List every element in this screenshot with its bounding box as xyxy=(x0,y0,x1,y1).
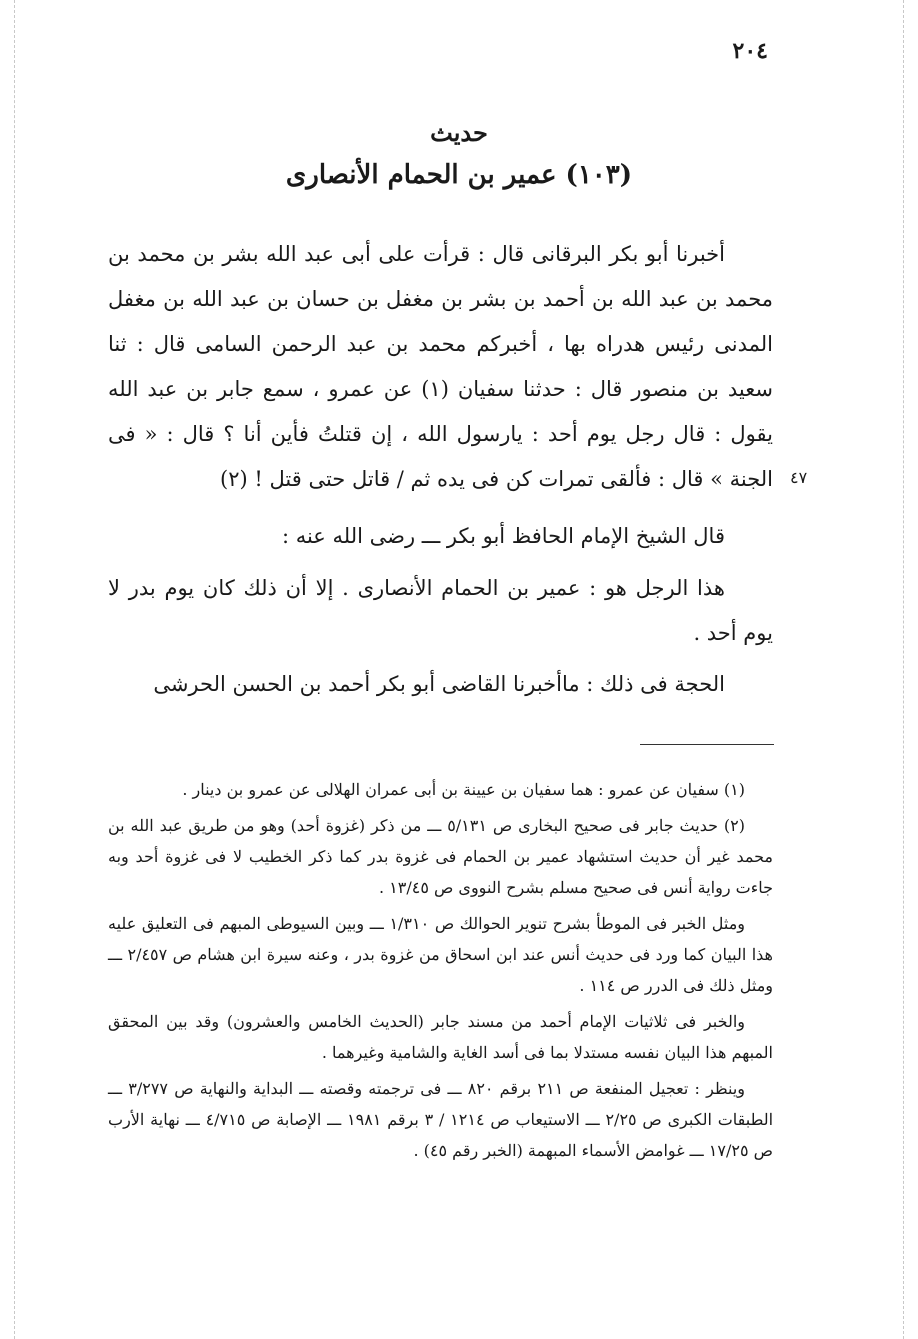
footnote-separator xyxy=(640,744,774,745)
footnote-2: (٢) حديث جابر فى صحيح البخارى ص ٥/١٣١ ـــ من ذكر (غزوة أحد) وهو من طريق عبد الله بن محمد غير أن حديث استشهاد عمير بن الحمام فى غزوة بدر كما ذكر الخطيب لا فى غزوة أحد وبه جاءت رواية أنس فى صحيح مسلم بشرح النووى ص ١٣/٤٥ . xyxy=(108,816,773,897)
paragraph-shaykh-statement: قال الشيخ الإمام الحافظ أبو بكر ـــ رضى الله عنه : xyxy=(281,524,725,548)
paragraph-identification: هذا الرجل هو : عمير بن الحمام الأنصارى . إلا أن ذلك كان يوم بدر لا يوم أحد . xyxy=(108,576,773,645)
scan-fold-line-right xyxy=(903,0,904,1339)
main-text-paragraph-4 xyxy=(108,662,773,707)
margin-folio-number: ٤٧ xyxy=(790,468,808,487)
page-number: ٢٠٤ xyxy=(732,38,768,64)
main-text-paragraph-1 xyxy=(108,232,773,502)
footnote-2-continued-references: وينظر : تعجيل المنفعة ص ٢١١ برقم ٨٢٠ ـــ فى ترجمته وقصته ـــ البداية والنهاية ص ٣/٢٧٧ ـــ الطبقات الكبرى ص ٢/٢٥ ـــ الاستيعاب ص ١٢١٤ / ٣ برقم ١٩٨١ ـــ الإصابة ص ٤/٧١٥ ـــ نهاية الأرب ص ١٧/٢٥ ـــ غوامض الأسماء المبهمة (الخبر رقم ٤٥) . xyxy=(108,1079,774,1160)
hadith-title: (١٠٣) عمير بن الحمام الأنصارى xyxy=(285,160,633,190)
paragraph-isnad: أخبرنا أبو بكر البرقانى قال : قرأت على أبى عبد الله بشر بن محمد بن محمد بن عبد الله بن أحمد بن بشر بن مغفل بن حسان بن عبد الله بن مغفل المدنى رئيس هدراه بها ، أخبركم محمد بن عبد الرحمن السامى قال : ثنا سعيد بن منصور قال : حدثنا سفيان (١) عن عمرو ، سمع جابر بن عبد الله يقول : قال رجل يوم أحد : يارسول الله ، إن قتلتُ فأين أنا ؟ قال : « فى الجنة » قال : فألقى تمرات كن فى يده ثم / قاتل حتى قتل ! (٢) xyxy=(108,242,773,491)
footnote-2-continued-muwatta: ومثل الخبر فى الموطأ بشرح تنوير الحوالك ص ١/٣١٠ ـــ وبين السيوطى المبهم فى التعليق عليه هذا البيان كما ورد فى حديث أنس عند ابن اسحاق من غزوة بدر ، وعنه سيرة ابن هشام ص ٢/٤٥٧ ـــ ومثل ذلك فى الدرر ص ١١٤ . xyxy=(108,914,773,995)
footnote-1: (١) سفيان عن عمرو : هما سفيان بن عيينة بن أبى عمران الهلالى عن عمرو بن دينار . xyxy=(182,780,745,799)
paragraph-evidence: الحجة فى ذلك : ماأخبرنا القاضى أبو بكر أحمد بن الحسن الحرشى xyxy=(153,672,725,696)
footnote-2-continued-musnad: والخبر فى ثلاثيات الإمام أحمد من مسند جابر (الحديث الخامس والعشرون) وقد بين المحقق المبهم هذا البيان نفسه مستدلا بما فى أسد الغاية والشامية وغيرهما . xyxy=(108,1012,773,1062)
footnotes xyxy=(108,774,773,1171)
scan-fold-line-left xyxy=(14,0,15,1339)
main-text-paragraph-2 xyxy=(108,514,773,559)
section-heading: حديث xyxy=(430,118,488,147)
main-text-paragraph-3 xyxy=(108,566,773,656)
